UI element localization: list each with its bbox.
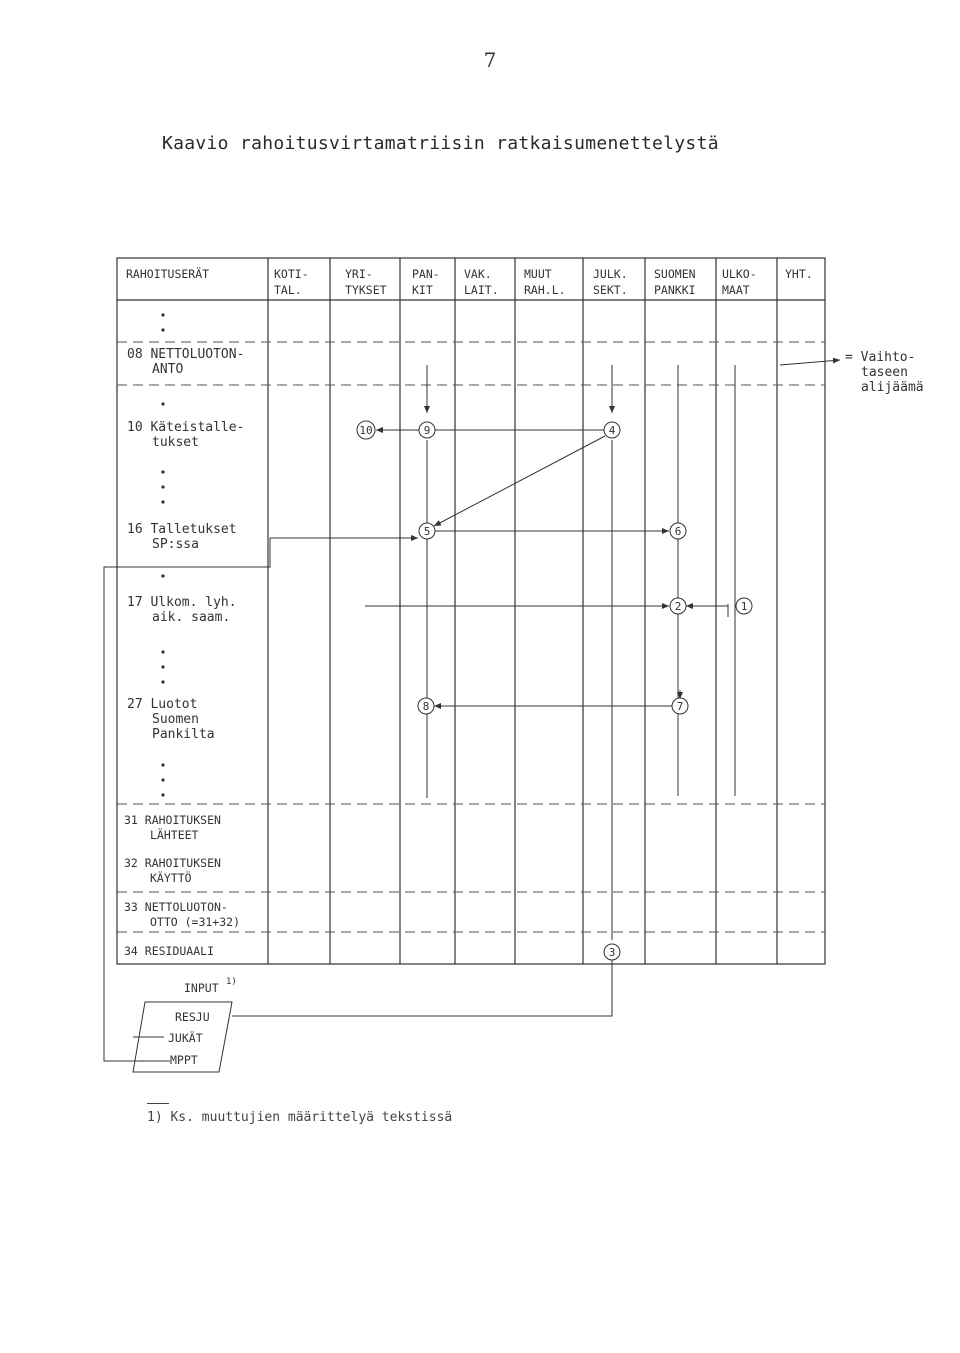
- row-31-line1: 31 RAHOITUKSEN: [124, 813, 221, 827]
- col-kotital-line2: TAL.: [274, 283, 302, 297]
- input-box-line3: MPPT: [170, 1053, 198, 1067]
- col-julksekt-line1: JULK.: [593, 267, 628, 281]
- row-16-line1: 16 Talletukset: [127, 522, 237, 537]
- col-pankit-line2: KIT: [412, 283, 433, 297]
- col-kotital-line1: KOTI-: [274, 267, 309, 281]
- col-muutrahl-line2: RAH.L.: [524, 283, 566, 297]
- step-10-marker: [357, 421, 375, 439]
- row-labels: [124, 347, 244, 958]
- input-box-line2: JUKÄT: [168, 1031, 203, 1045]
- input-box-title: INPUT: [184, 981, 219, 995]
- step-2-marker: [670, 598, 686, 614]
- row-17-line1: 17 Ulkom. lyh.: [127, 595, 237, 610]
- step-9-label: 9: [423, 424, 431, 437]
- row-10-line2: tukset: [152, 435, 199, 450]
- col-vaklait-line2: LAIT.: [464, 283, 499, 297]
- step-6-label: 6: [674, 525, 682, 538]
- step-4-label: 4: [608, 424, 616, 437]
- side-note-line2: taseen: [861, 365, 908, 380]
- col-julksekt-line2: SEKT.: [593, 283, 628, 297]
- row-27-line1: 27 Luotot: [127, 697, 198, 712]
- page-number: 7: [483, 48, 497, 72]
- input-box-line1: RESJU: [175, 1010, 210, 1024]
- row-31-line2: LÄHTEET: [150, 828, 199, 842]
- footnote: 1) Ks. muuttujien määrittelyä tekstissä: [147, 1110, 453, 1125]
- step-3-marker: [604, 944, 620, 960]
- row-16-line2: SP:ssa: [152, 537, 199, 552]
- step-8-marker: [418, 698, 434, 714]
- row-34-line1: 34 RESIDUAALI: [124, 944, 215, 958]
- step-4-marker: [604, 422, 620, 438]
- col-yritykset-line2: TYKSET: [345, 283, 387, 297]
- flow-lines: [427, 365, 735, 940]
- step-3-label: 3: [608, 946, 616, 959]
- side-note: [780, 350, 924, 395]
- row-17-line2: aik. saam.: [152, 610, 231, 625]
- step-9-marker: [419, 422, 435, 438]
- col-ulkomaat-line1: ULKO-: [722, 267, 757, 281]
- row-10-line1: 10 Käteistalle-: [127, 420, 245, 435]
- col-suomenpankki-line1: SUOMEN: [654, 267, 696, 281]
- footnote-rule: [147, 1103, 169, 1104]
- input-box: [133, 977, 237, 1072]
- row-08-line2: ANTO: [152, 362, 184, 377]
- step-markers: [357, 421, 752, 960]
- col-yht-line1: YHT.: [785, 267, 813, 281]
- row-32-line2: KÄYTTÖ: [150, 871, 192, 885]
- col-pankit-line1: PAN-: [412, 267, 440, 281]
- table-header: [126, 266, 813, 297]
- row-27-line3: Pankilta: [152, 727, 215, 742]
- step-1-marker: [736, 598, 752, 614]
- row-32-line1: 32 RAHOITUKSEN: [124, 856, 221, 870]
- input-box-title-sup: 1): [226, 977, 237, 987]
- col-ulkomaat-line2: MAAT: [722, 283, 750, 297]
- row-header-label: RAHOITUSERÄT: [126, 267, 210, 281]
- col-suomenpankki-line2: PANKKI: [654, 283, 696, 297]
- step-2-label: 2: [674, 600, 682, 613]
- col-vaklait-line1: VAK.: [464, 267, 492, 281]
- col-yritykset-line1: YRI-: [345, 267, 373, 281]
- step-7-label: 7: [676, 700, 684, 713]
- col-muutrahl-line1: MUUT: [524, 267, 552, 281]
- side-note-line1: = Vaihto-: [845, 350, 916, 365]
- side-note-line3: alijäämä: [861, 380, 924, 395]
- step-5-label: 5: [423, 525, 431, 538]
- row-33-line1: 33 NETTOLUOTON-: [124, 900, 228, 914]
- row-27-line2: Suomen: [152, 712, 199, 727]
- page-title: Kaavio rahoitusvirtamatriisin ratkaisumenettelystä: [162, 133, 719, 154]
- step-7-marker: [672, 698, 688, 714]
- step-1-label: 1: [740, 600, 748, 613]
- row-08-line1: 08 NETTOLUOTON-: [127, 347, 245, 362]
- row-33-line2: OTTO (=31+32): [150, 915, 241, 929]
- step-5-marker: [419, 523, 435, 539]
- step-6-marker: [670, 523, 686, 539]
- step-10-label: 10: [359, 424, 373, 437]
- step-8-label: 8: [422, 700, 430, 713]
